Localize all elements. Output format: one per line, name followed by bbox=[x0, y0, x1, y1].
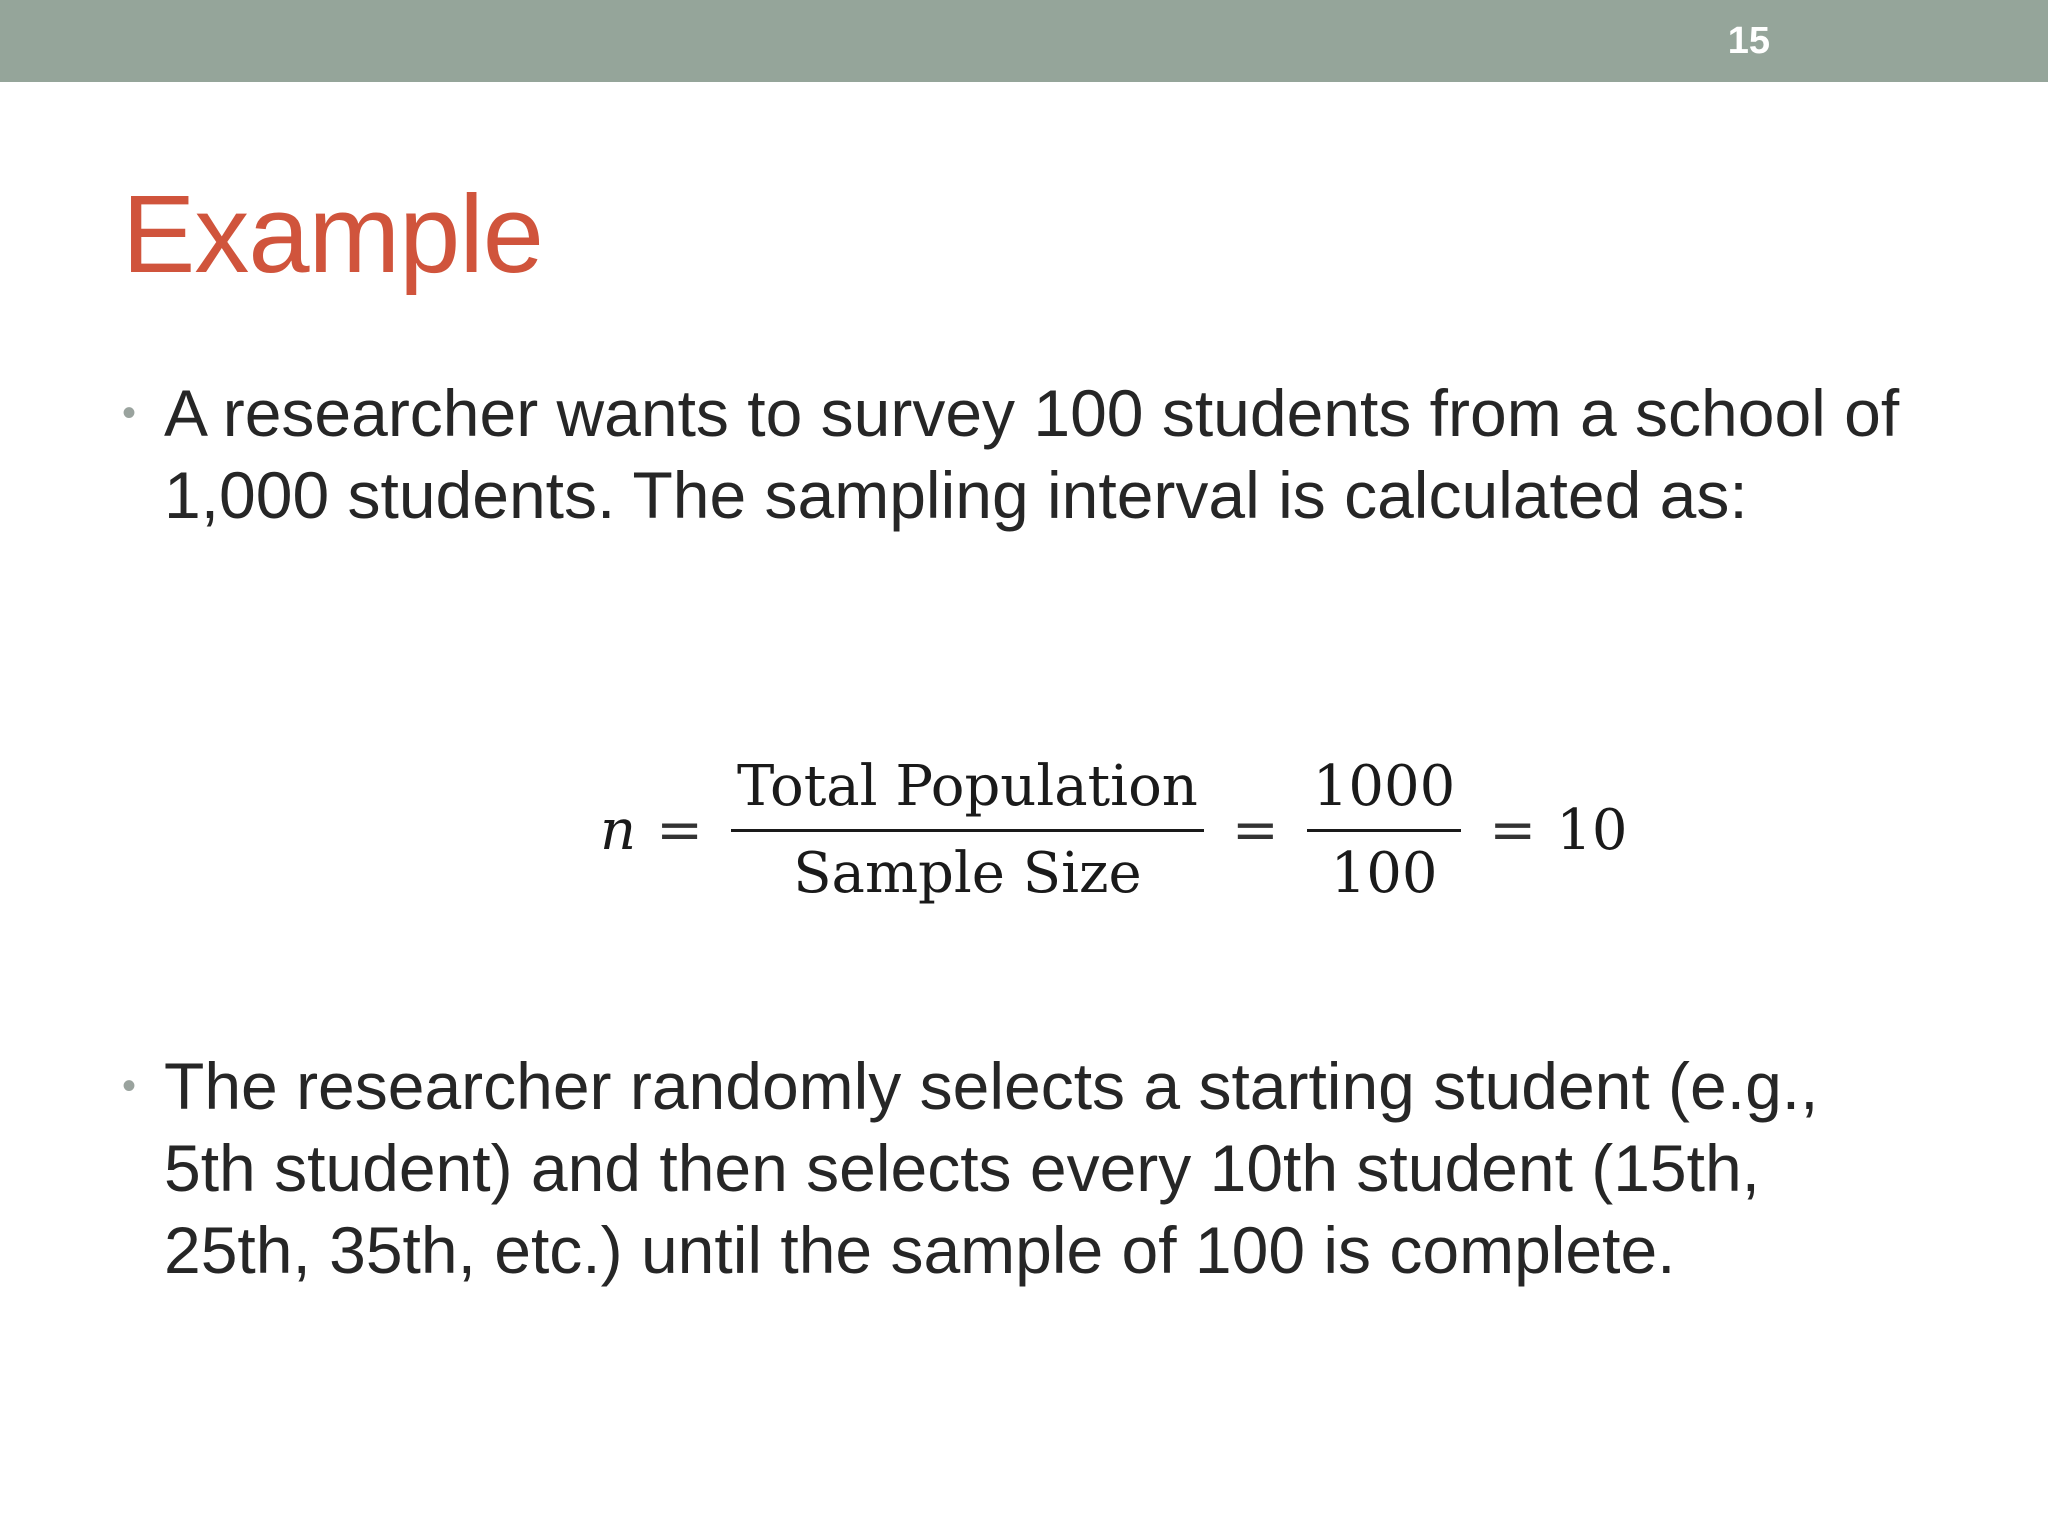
bullet-text: The researcher randomly selects a starting student (e.g., 5th student) and then selects every 10th student (15th, 25th, 35th, etc.) until the sample of 100 is complete. bbox=[164, 1049, 1819, 1287]
formula-result: 10 bbox=[1556, 797, 1628, 863]
formula-numerator: 1000 bbox=[1312, 753, 1456, 819]
bullet-item bbox=[122, 372, 1902, 536]
formula-numerator: Total Population bbox=[737, 753, 1198, 819]
bullet-marker: • bbox=[122, 1064, 137, 1108]
bullet-marker: • bbox=[122, 391, 137, 435]
formula-denominator: Sample Size bbox=[793, 840, 1142, 906]
slide-title: Example bbox=[122, 173, 543, 296]
formula-equals: = bbox=[1231, 797, 1279, 863]
bullet-text: A researcher wants to survey 100 students from a school of 1,000 students. The sampling interval is calculated as: bbox=[164, 376, 1900, 532]
formula-equals: = bbox=[1489, 797, 1537, 863]
bullet-item bbox=[122, 1045, 1902, 1291]
bullet-list-procedure bbox=[122, 1045, 1902, 1291]
top-bar bbox=[0, 0, 2048, 82]
formula-fraction-words bbox=[723, 745, 1212, 916]
formula-variable: n bbox=[600, 797, 637, 863]
formula-fraction-numbers bbox=[1299, 745, 1470, 916]
sampling-interval-formula bbox=[600, 740, 1627, 920]
bullet-list-intro bbox=[122, 372, 1902, 536]
formula-equals: = bbox=[656, 797, 703, 863]
slide-number: 15 bbox=[1727, 20, 1770, 62]
formula-denominator: 100 bbox=[1330, 840, 1438, 906]
